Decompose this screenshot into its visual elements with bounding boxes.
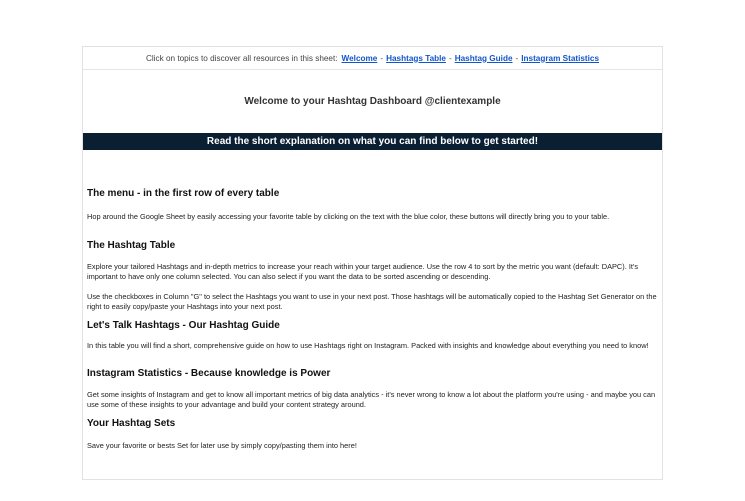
menu-prefix-text: Click on topics to discover all resources in this sheet:	[145, 53, 338, 63]
nav-link-hashtag-guide[interactable]: Hashtag Guide	[454, 53, 513, 63]
section-paragraph: Get some insights of Instagram and get to know all important metrics of big data analytics - it's never wrong to know a lot about the platform you're using - and maybe you can use some of these insights to your advantage and build your content strategy around.	[87, 390, 656, 409]
section-paragraph: Explore your tailored Hashtags and in-depth metrics to increase your reach within your target audience. Use the row 4 to sort by the metric you want (default: DAPC). It's important to have only one column selected. You can also select if you want the data to be sorted ascending or descending.	[87, 262, 639, 281]
spreadsheet-sheet	[82, 46, 663, 480]
topic-menu-row	[83, 47, 662, 70]
section-paragraph: Hop around the Google Sheet by easily accessing your favorite table by clicking on the text with the blue color, these buttons will directly bring you to your table.	[87, 212, 610, 221]
section-heading-hashtag-table: The Hashtag Table	[87, 240, 176, 251]
nav-separator: -	[448, 53, 452, 63]
nav-separator: -	[380, 53, 384, 63]
section-paragraph: Save your favorite or bests Set for later use by simply copy/pasting them into here!	[87, 441, 357, 450]
nav-link-welcome[interactable]: Welcome	[341, 53, 378, 63]
nav-link-hashtags-table[interactable]: Hashtags Table	[386, 53, 446, 63]
welcome-title-row	[83, 70, 662, 133]
section-heading-hashtag-sets: Your Hashtag Sets	[87, 418, 176, 429]
welcome-title: Welcome to your Hashtag Dashboard @clientexample	[244, 96, 501, 107]
nav-separator: -	[515, 53, 519, 63]
instructions-banner	[83, 133, 662, 150]
banner-text: Read the short explanation on what you can find below to get started!	[206, 136, 539, 147]
section-heading-hashtag-guide: Let's Talk Hashtags - Our Hashtag Guide	[87, 320, 280, 331]
nav-link-instagram-statistics[interactable]: Instagram Statistics	[521, 53, 600, 63]
section-paragraph: In this table you will find a short, comprehensive guide on how to use Hashtags right on Instagram. Packed with insights and knowledge about everything you need to know!	[87, 341, 649, 350]
section-paragraph: Use the checkboxes in Column "G" to select the Hashtags you want to use in your next post. Those hashtags will be automatically copied to the Hashtag Set Generator on the right to easily copy/paste your Hashtags into your next post.	[87, 292, 657, 311]
section-heading-instagram-statistics: Instagram Statistics - Because knowledge is Power	[87, 368, 331, 379]
section-heading-menu: The menu - in the first row of every table	[87, 188, 280, 199]
